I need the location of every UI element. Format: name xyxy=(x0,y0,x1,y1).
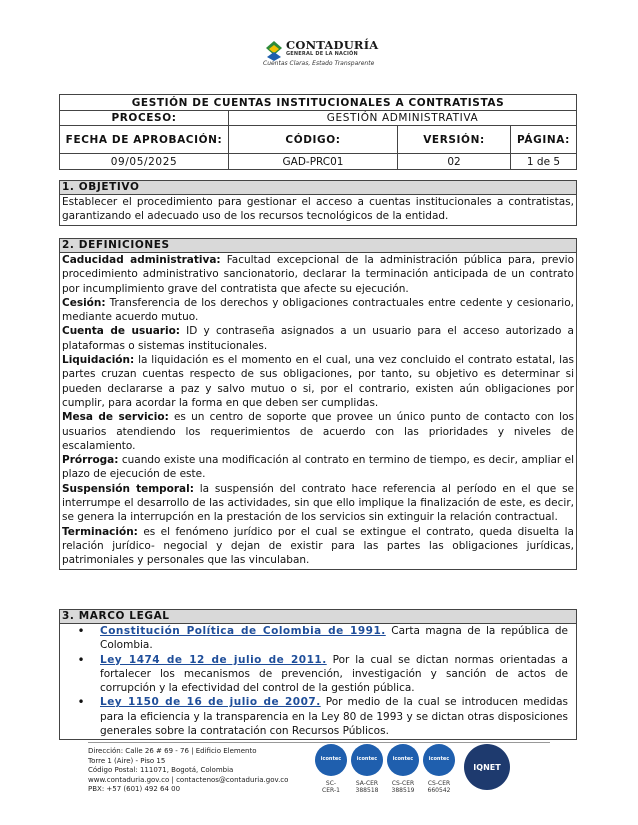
document-header-table xyxy=(59,94,577,170)
contaduria-emblem-icon xyxy=(265,40,283,62)
law-item xyxy=(62,624,574,653)
law-link[interactable]: Ley 1150 de 16 de julio de 2007. xyxy=(100,696,321,709)
icontec-badge xyxy=(386,744,420,794)
fecha-aprobacion-label: FECHA DE APROBACIÓN: xyxy=(60,126,229,154)
definition-item xyxy=(62,453,574,482)
definition-term: Cuenta de usuario: xyxy=(62,325,180,338)
section-objetivo xyxy=(59,180,577,226)
law-link[interactable]: Ley 1474 de 12 de julio de 2011. xyxy=(100,653,327,666)
law-link[interactable]: Constitución Política de Colombia de 1991. xyxy=(100,625,386,637)
logo-name: CONTADURÍA xyxy=(286,38,379,52)
section-title: 3. MARCO LEGAL xyxy=(59,609,577,624)
icontec-badge xyxy=(350,744,384,794)
badge-code: CS-CER 388519 xyxy=(391,780,415,794)
footer-web: www.contaduria.gov.co | contactenos@contaduria.gov.co xyxy=(88,775,289,784)
icontec-badge xyxy=(314,744,348,794)
proceso-label: PROCESO: xyxy=(60,111,229,126)
icontec-badge xyxy=(422,744,456,794)
bullet-icon: • xyxy=(77,652,85,667)
law-item xyxy=(62,653,574,696)
bullet-icon: • xyxy=(77,624,85,638)
badge-brand: icontec xyxy=(356,756,378,762)
footer-contact xyxy=(88,747,288,795)
definition-text: cuando existe una modificación al contrato en termino de tiempo, es decir, ampliar el plazo de ejecución de este. xyxy=(62,454,574,481)
badge-brand: icontec xyxy=(428,756,450,762)
definition-item xyxy=(62,296,574,325)
definition-text: es el fenómeno jurídico por el cual se extingue el contrato, queda disuelta la relación jurídico- negocial y dejan de existir para las partes las obligaciones jurídicas, patrimoniales y personales que las vinculaban. xyxy=(62,525,574,567)
proceso-value: GESTIÓN ADMINISTRATIVA xyxy=(229,111,577,126)
definition-term: Suspensión temporal: xyxy=(62,482,194,495)
definiciones-body xyxy=(59,253,577,570)
badge-brand: icontec xyxy=(320,756,342,762)
footer-address: Dirección: Calle 26 # 69 - 76 | Edificio Elemento xyxy=(88,747,257,755)
definition-term: Terminación: xyxy=(62,525,138,538)
definition-item xyxy=(62,253,574,296)
badge-code: SC- CER-1 xyxy=(322,780,340,794)
document-title: GESTIÓN DE CUENTAS INSTITUCIONALES A CONTRATISTAS xyxy=(60,95,577,111)
definition-item xyxy=(62,525,574,568)
marco-legal-body xyxy=(59,624,577,740)
badge-code: SA-CER 388518 xyxy=(355,780,379,794)
law-text: Carta magna de la república de Colombia. xyxy=(100,625,568,652)
version-value: 02 xyxy=(398,154,511,170)
definition-term: Cesión: xyxy=(62,296,106,309)
codigo-label: CÓDIGO: xyxy=(229,126,398,154)
certification-badges xyxy=(314,744,584,804)
definition-item xyxy=(62,324,574,353)
law-text: Por la cual se dictan normas orientadas a fortalecer los mecanismos de prevención, investigación y sanción de actos de corrupción y la efectividad del control de la gestión pública. xyxy=(100,653,568,695)
footer-postal: Código Postal: 111071, Bogotá, Colombia xyxy=(88,766,234,774)
definition-item xyxy=(62,482,574,525)
logo-slogan: Cuentas Claras, Estado Transparente xyxy=(263,60,375,67)
law-text: Por medio de la cual se introducen medidas para la eficiencia y la transparencia en la Ley 80 de 1993 y se dictan otras disposiciones generales sobre la contratación con Recursos Públicos. xyxy=(100,696,568,738)
definition-text: ID y contraseña asignados a un usuario para el acceso autorizado a plataformas o sistemas institucionales. xyxy=(62,325,574,352)
codigo-value: GAD-PRC01 xyxy=(229,154,398,170)
pagina-label: PÁGINA: xyxy=(511,126,577,154)
definition-term: Mesa de servicio: xyxy=(62,411,169,424)
logo-subtitle: GENERAL DE LA NACIÓN xyxy=(286,51,358,57)
definition-text: Facultad excepcional de la administración pública para, previo procedimiento administrativo sancionatorio, declarar la terminación anticipada de un contrato por incumplimiento grave del contratista que afecte su ejecución. xyxy=(62,254,575,295)
definition-item xyxy=(62,410,574,453)
definition-text: Transferencia de los derechos y obligaciones contractuales entre cedente y cesionario, mediante acuerdo mutuo. xyxy=(62,296,574,324)
definition-term: Caducidad administrativa: xyxy=(62,254,221,266)
section-title: 1. OBJETIVO xyxy=(59,180,577,195)
contaduria-logo xyxy=(262,38,379,72)
version-label: VERSIÓN: xyxy=(398,126,511,154)
definition-text: la suspensión del contrato hace referencia al período en el que se interrumpe el desarrollo de las actividades, sin que ello implique la finalización de este, es decir, se genera la interrupción en la prestación de los servicios sin extinguir la relación contractual. xyxy=(62,482,575,524)
definition-item xyxy=(62,353,574,410)
definition-term: Prórroga: xyxy=(62,454,119,467)
iqnet-label: IQNET xyxy=(473,763,501,772)
pagina-value: 1 de 5 xyxy=(511,154,577,170)
footer-tower: Torre 1 (Aire) - Piso 15 xyxy=(88,756,166,765)
iqnet-badge xyxy=(464,744,510,790)
law-item xyxy=(62,695,574,738)
definition-term: Liquidación: xyxy=(62,354,135,367)
bullet-icon: • xyxy=(77,695,85,710)
objetivo-text: Establecer el procedimiento para gestionar el acceso a cuentas institucionales a contratistas, garantizando el adecuado uso de los recursos tecnológicos de la entidad. xyxy=(59,195,577,226)
fecha-aprobacion-value: 09/05/2025 xyxy=(60,154,229,170)
definition-text: la liquidación es el momento en el cual, una vez concluido el contrato estatal, las partes cruzan cuentas respecto de sus obligaciones, por tanto, su objetivo es determinar si pueden declararse a paz y salvo mutuo o si, por el contrario, existen aún obligaciones por cumplir, para acordar la forma en que deben ser cumplidas. xyxy=(62,354,574,409)
section-title: 2. DEFINICIONES xyxy=(59,238,577,253)
footer-divider xyxy=(88,742,550,743)
section-definiciones xyxy=(59,238,577,570)
footer-pbx: PBX: +57 (601) 492 64 00 xyxy=(88,785,181,793)
definition-text: es un centro de soporte que provee un único punto de contacto con los usuarios atendiendo los requerimientos de acuerdo con las prioridades y niveles de escalamiento. xyxy=(62,411,574,452)
badge-brand: icontec xyxy=(392,756,414,762)
badge-code: CS-CER 660542 xyxy=(427,780,451,794)
section-marco-legal xyxy=(59,609,577,740)
